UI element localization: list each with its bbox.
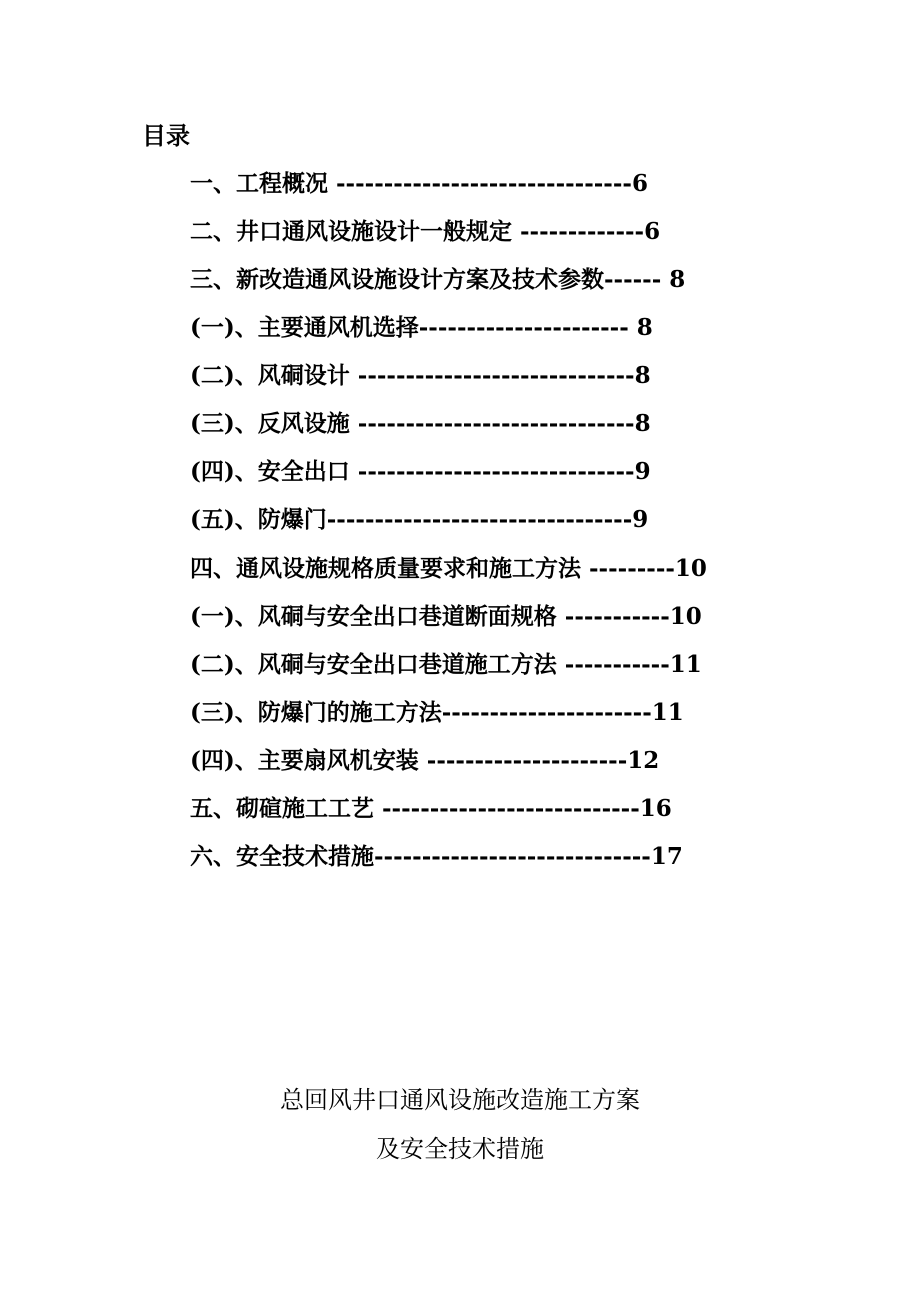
toc-entry-page: 8 — [634, 362, 651, 389]
toc-entry[interactable] — [190, 360, 651, 392]
toc-entry[interactable] — [190, 649, 702, 681]
toc-entry[interactable] — [190, 264, 685, 296]
toc-entry-page: 9 — [632, 506, 649, 533]
toc-entry-leader: ----------- — [556, 651, 670, 678]
toc-entry-leader: --------------------- — [418, 747, 628, 774]
toc-entry-label: 六、安全技术措施 — [190, 843, 374, 870]
toc-entry-label: (三)、反风设施 — [190, 410, 350, 437]
toc-title: 目录 — [142, 121, 190, 150]
toc-entry-page: 6 — [631, 170, 648, 197]
toc-entry-page: 9 — [634, 458, 651, 485]
toc-entry[interactable] — [190, 601, 702, 633]
toc-entry-label: (一)、风硐与安全出口巷道断面规格 — [190, 603, 557, 630]
toc-entry-leader: ------------------------------- — [328, 170, 632, 197]
toc-entry-label: 三、新改造通风设施设计方案及技术参数 — [190, 266, 604, 293]
toc-entry[interactable] — [190, 456, 651, 488]
toc-entry-leader: ----------------------------- — [374, 843, 651, 870]
toc-entry-leader: ------ — [604, 266, 670, 293]
toc-entry-label: (四)、安全出口 — [190, 458, 350, 485]
toc-entry-leader: --------------------------- — [374, 795, 640, 822]
toc-entry-label: 五、砌碹施工工艺 — [190, 795, 374, 822]
document-title-line2: 及安全技术措施 — [376, 1135, 544, 1163]
toc-entry-leader: ----------------------------- — [349, 362, 635, 389]
toc-entry-label: 二、井口通风设施设计一般规定 — [190, 218, 512, 245]
toc-entry[interactable] — [190, 504, 648, 536]
toc-entry-label: 四、通风设施规格质量要求和施工方法 — [190, 555, 581, 582]
toc-entry-page: 11 — [651, 699, 684, 726]
toc-entry-leader: ---------------------- — [441, 699, 652, 726]
toc-entry-page: 12 — [627, 747, 660, 774]
toc-entry-label: (三)、防爆门的施工方法 — [190, 699, 442, 726]
toc-entry-page: 6 — [644, 218, 661, 245]
toc-entry-page: 8 — [636, 314, 653, 341]
toc-entry[interactable] — [190, 793, 672, 825]
toc-entry[interactable] — [190, 168, 648, 200]
toc-entry[interactable] — [190, 312, 653, 344]
toc-entry-leader: ----------------------------- — [349, 458, 635, 485]
toc-entry-leader: ---------------------- — [418, 314, 637, 341]
toc-entry-page: 17 — [650, 843, 683, 870]
toc-entry-label: (二)、风硐与安全出口巷道施工方法 — [190, 651, 557, 678]
toc-entry-label: (五)、防爆门 — [190, 506, 327, 533]
toc-entry-leader: -------------------------------- — [326, 506, 633, 533]
toc-entry-leader: --------- — [581, 555, 675, 582]
toc-entry-label: (一)、主要通风机选择 — [190, 314, 419, 341]
toc-entry[interactable] — [190, 745, 659, 777]
toc-entry[interactable] — [190, 841, 683, 873]
toc-entry[interactable] — [190, 697, 684, 729]
toc-entry-page: 10 — [674, 555, 707, 582]
toc-entry-label: (四)、主要扇风机安装 — [190, 747, 419, 774]
toc-entry[interactable] — [190, 553, 707, 585]
toc-entry-leader: ----------- — [556, 603, 670, 630]
toc-entry-leader: ------------- — [512, 218, 645, 245]
toc-entry-page: 10 — [669, 603, 702, 630]
toc-entry[interactable] — [190, 216, 660, 248]
toc-entry-page: 16 — [639, 795, 672, 822]
toc-entry-label: (二)、风硐设计 — [190, 362, 350, 389]
toc-entry-page: 8 — [669, 266, 686, 293]
toc-entry-page: 8 — [634, 410, 651, 437]
toc-entry-leader: ----------------------------- — [349, 410, 635, 437]
document-title-line1: 总回风井口通风设施改造施工方案 — [280, 1086, 640, 1114]
toc-entry-label: 一、工程概况 — [190, 170, 328, 197]
toc-entry-page: 11 — [669, 651, 702, 678]
toc-entry[interactable] — [190, 408, 651, 440]
